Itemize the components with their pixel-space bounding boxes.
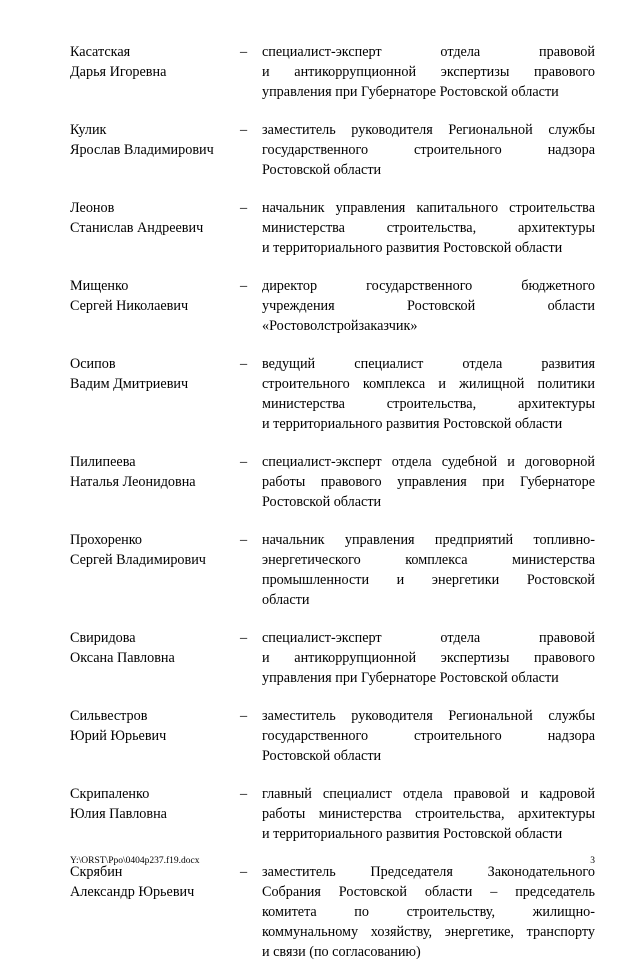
position-line: начальник управления капитального строительства: [262, 200, 595, 216]
member-given-names: Оксана Павловна: [70, 650, 175, 666]
member-entry: [70, 354, 595, 434]
position-line: комитета по строительству, жилищно-: [262, 904, 595, 920]
entry-dash: –: [240, 708, 248, 724]
position-line: области: [262, 592, 310, 608]
member-surname: Свиридова: [70, 630, 136, 646]
member-surname: Мищенко: [70, 278, 129, 294]
position-line: заместитель руководителя Региональной службы: [262, 122, 595, 138]
member-name: [70, 862, 240, 962]
position-line: Ростовской области: [262, 748, 382, 764]
member-position: [262, 706, 595, 766]
member-entry: [70, 784, 595, 844]
member-given-names: Станислав Андреевич: [70, 220, 204, 236]
position-line: и территориального развития Ростовской области: [262, 240, 563, 256]
position-line: заместитель руководителя Региональной службы: [262, 708, 595, 724]
entry-dash: –: [240, 278, 248, 294]
position-line: энергетического комплекса министерства: [262, 552, 595, 568]
member-position: [262, 862, 595, 962]
position-line: работы правового управления при Губернаторе: [262, 474, 595, 490]
member-surname: Осипов: [70, 356, 116, 372]
member-surname: Пилипеева: [70, 454, 136, 470]
member-surname: Прохоренко: [70, 532, 142, 548]
position-line: управления при Губернаторе Ростовской области: [262, 84, 559, 100]
position-line: управления при Губернаторе Ростовской области: [262, 670, 559, 686]
position-line: строительного комплекса и жилищной политики: [262, 376, 595, 392]
member-surname: Скрипаленко: [70, 786, 150, 802]
member-surname: Скрябин: [70, 864, 123, 880]
member-entry: [70, 862, 595, 962]
member-given-names: Юлия Павловна: [70, 806, 167, 822]
position-line: и антикоррупционной экспертизы правового: [262, 650, 595, 666]
member-given-names: Александр Юрьевич: [70, 884, 195, 900]
member-position: [262, 530, 595, 610]
member-position: [262, 784, 595, 844]
member-position: [262, 198, 595, 258]
position-line: и антикоррупционной экспертизы правового: [262, 64, 595, 80]
member-entry: [70, 628, 595, 688]
position-line: учреждения Ростовской области: [262, 298, 595, 314]
file-path: Y:\ORST\Ppo\0404p237.f19.docx: [70, 856, 200, 866]
member-name: [70, 706, 240, 766]
position-line: Ростовской области: [262, 162, 382, 178]
position-line: директор государственного бюджетного: [262, 278, 595, 294]
position-line: начальник управления предприятий топливно-: [262, 532, 595, 548]
member-name: [70, 198, 240, 258]
position-line: специалист-эксперт отдела правовой: [262, 630, 595, 646]
member-entry: [70, 42, 595, 102]
position-line: министерства строительства, архитектуры: [262, 396, 595, 412]
position-line: Собрания Ростовской области – председатель: [262, 884, 595, 900]
entry-dash: –: [240, 44, 248, 60]
member-name: [70, 354, 240, 434]
member-given-names: Дарья Игоревна: [70, 64, 167, 80]
member-name: [70, 276, 240, 336]
member-surname: Кулик: [70, 122, 107, 138]
entry-dash: –: [240, 532, 248, 548]
member-position: [262, 354, 595, 434]
position-line: государственного строительного надзора: [262, 728, 595, 744]
member-entry: [70, 276, 595, 336]
page-number: 3: [590, 856, 595, 866]
member-surname: Касатская: [70, 44, 131, 60]
member-given-names: Юрий Юрьевич: [70, 728, 167, 744]
position-line: коммунальному хозяйству, энергетике, транспорту: [262, 924, 595, 940]
member-name: [70, 42, 240, 102]
member-entry: [70, 452, 595, 512]
entry-dash: –: [240, 864, 248, 880]
entry-dash: –: [240, 356, 248, 372]
position-line: работы министерства строительства, архитектуры: [262, 806, 595, 822]
position-line: и территориального развития Ростовской области: [262, 826, 563, 842]
position-line: государственного строительного надзора: [262, 142, 595, 158]
member-surname: Сильвестров: [70, 708, 148, 724]
position-line: и связи (по согласованию): [262, 944, 421, 960]
member-name: [70, 120, 240, 180]
entry-dash: –: [240, 786, 248, 802]
member-position: [262, 42, 595, 102]
member-entry: [70, 706, 595, 766]
position-line: и территориального развития Ростовской области: [262, 416, 563, 432]
position-line: промышленности и энергетики Ростовской: [262, 572, 595, 588]
member-list: [70, 42, 595, 980]
position-line: специалист-эксперт отдела судебной и договорной: [262, 454, 595, 470]
position-line: заместитель Председателя Законодательного: [262, 864, 595, 880]
entry-dash: –: [240, 122, 248, 138]
position-line: «Ростоволстройзаказчик»: [262, 318, 418, 334]
position-line: Ростовской области: [262, 494, 382, 510]
member-name: [70, 452, 240, 512]
member-name: [70, 530, 240, 610]
member-given-names: Вадим Дмитриевич: [70, 376, 189, 392]
member-name: [70, 628, 240, 688]
member-position: [262, 628, 595, 688]
position-line: главный специалист отдела правовой и кадровой: [262, 786, 595, 802]
position-line: ведущий специалист отдела развития: [262, 356, 595, 372]
member-given-names: Сергей Николаевич: [70, 298, 189, 314]
member-position: [262, 120, 595, 180]
member-given-names: Сергей Владимирович: [70, 552, 206, 568]
member-position: [262, 276, 595, 336]
member-given-names: Ярослав Владимирович: [70, 142, 214, 158]
member-entry: [70, 530, 595, 610]
position-line: специалист-эксперт отдела правовой: [262, 44, 595, 60]
position-line: министерства строительства, архитектуры: [262, 220, 595, 236]
member-entry: [70, 120, 595, 180]
entry-dash: –: [240, 200, 248, 216]
entry-dash: –: [240, 454, 248, 470]
member-given-names: Наталья Леонидовна: [70, 474, 196, 490]
member-position: [262, 452, 595, 512]
member-entry: [70, 198, 595, 258]
page-footer: [70, 855, 595, 867]
member-surname: Леонов: [70, 200, 115, 216]
entry-dash: –: [240, 630, 248, 646]
member-name: [70, 784, 240, 844]
